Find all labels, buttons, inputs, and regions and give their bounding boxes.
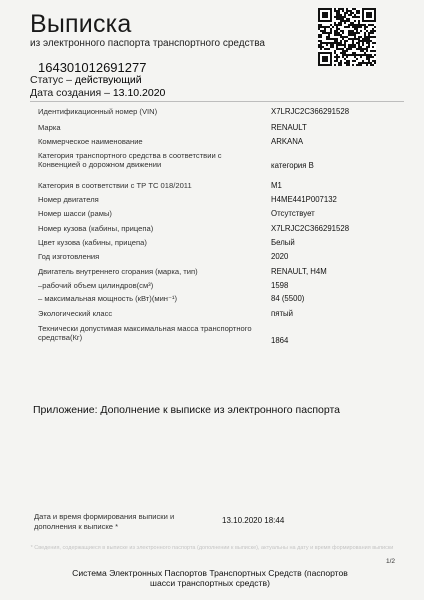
row-label: Марка <box>38 123 61 132</box>
row-label: Идентификационный номер (VIN) <box>38 107 158 116</box>
row-value: RENAULT <box>271 123 307 132</box>
created-label: Дата создания – <box>30 87 113 99</box>
datetime-label: Дата и время формирования выписки и дополнения к выписке * <box>34 512 175 531</box>
row-label: Категория транспортного средства в соответствии с Конвенцией о дорожном движении <box>38 151 222 169</box>
row-label: Номер двигателя <box>38 195 99 204</box>
row-value: 1598 <box>271 281 289 290</box>
row-label: –рабочий объем цилиндров(см³) <box>38 281 154 290</box>
row-value: H4ME441P007132 <box>271 195 337 204</box>
row-label: Категория в соответствии с ТР ТС 018/2011 <box>38 181 192 190</box>
row-value: Отсутствует <box>271 209 315 218</box>
row-label: Год изготовления <box>38 252 100 261</box>
row-label: Номер кузова (кабины, прицепа) <box>38 224 154 233</box>
row-value: 84 (5500) <box>271 294 305 303</box>
document-subtitle: из электронного паспорта транспортного средства <box>30 38 265 49</box>
created-value: 13.10.2020 <box>112 87 166 99</box>
row-label: Двигатель внутреннего сгорания (марка, тип) <box>38 267 198 276</box>
status-label: Статус – <box>30 74 75 86</box>
created-line <box>30 87 165 99</box>
document-number: 164301012691277 <box>38 60 147 75</box>
datetime-value: 13.10.2020 18:44 <box>222 516 285 525</box>
document-title: Выписка <box>30 10 132 38</box>
row-value: RENAULT, H4M <box>271 267 327 276</box>
qr-code-icon <box>318 8 376 66</box>
status-value: действующий <box>74 74 142 86</box>
page-number: 1/2 <box>386 558 396 565</box>
header-divider <box>30 101 404 102</box>
row-value: ARKANA <box>271 137 304 146</box>
row-value: Белый <box>271 238 295 247</box>
row-label: Коммерческое наименование <box>38 137 143 146</box>
row-value: категория B <box>271 161 314 170</box>
row-value: X7LRJC2C366291528 <box>271 107 350 116</box>
row-label: – максимальная мощность (кВт)(мин⁻¹) <box>38 294 178 303</box>
appendix-note: Приложение: Дополнение к выписке из электронного паспорта <box>33 404 340 416</box>
row-label: Технически допустимая максимальная масса транспортного средства(Кг) <box>38 324 252 342</box>
footnote: * Сведения, содержащиеся в выписке из электронного паспорта (дополнении к выписке), актуальны на дату и время формирования выписки <box>30 545 394 551</box>
row-value: 2020 <box>271 252 289 261</box>
row-value: пятый <box>271 309 293 318</box>
row-label: Экологический класс <box>38 309 113 318</box>
status-line <box>30 74 142 86</box>
row-label: Цвет кузова (кабины, прицепа) <box>38 238 147 247</box>
row-value: M1 <box>271 181 282 190</box>
row-value: X7LRJC2C366291528 <box>271 224 350 233</box>
row-label: Номер шасси (рамы) <box>38 209 112 218</box>
row-value: 1864 <box>271 336 289 345</box>
system-name: Система Электронных Паспортов Транспортных Средств (паспортов шасси транспортных средств) <box>72 568 348 588</box>
